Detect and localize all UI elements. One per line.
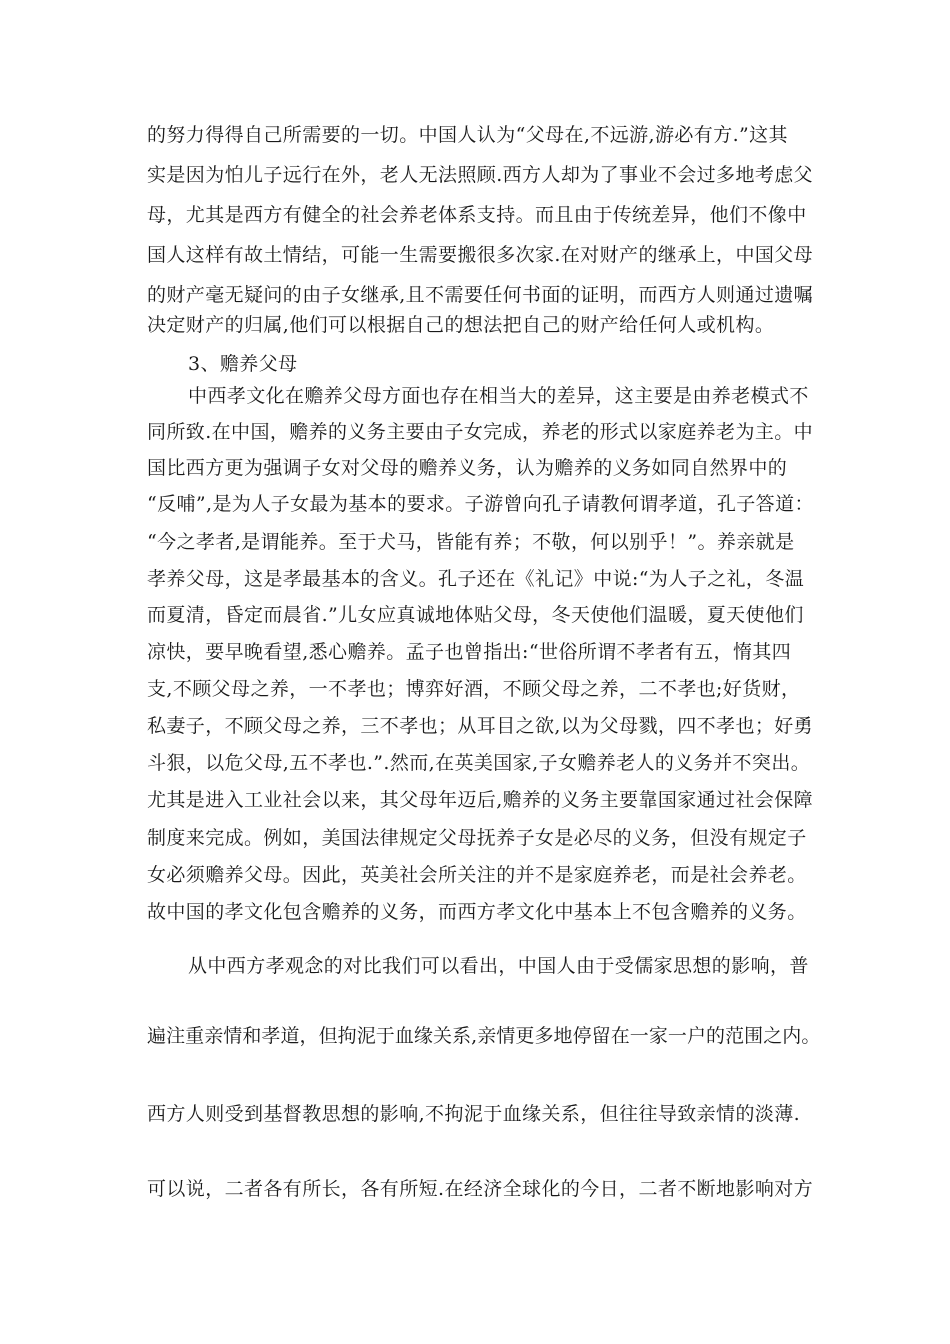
body-text-line: 决定财产的归属,他们可以根据自己的想法把自己的财产给任何人或机构。 bbox=[147, 314, 775, 336]
body-text-line: 可以说，二者各有所长，各有所短.在经济全球化的今日，二者不断地影响对方 bbox=[147, 1178, 814, 1200]
body-text-line: 凉快，要早晚看望,悉心赡养。孟子也曾指出:“世俗所谓不孝者有五，惰其四 bbox=[147, 641, 792, 663]
body-text-line: 的努力得得自己所需要的一切。中国人认为“父母在,不远游,游必有方.”这其 bbox=[147, 124, 788, 146]
body-text-line: 的财产毫无疑问的由子女继承,且不需要任何书面的证明，而西方人则通过遗嘱 bbox=[147, 284, 814, 306]
paragraph-first-line: 从中西方孝观念的对比我们可以看出，中国人由于受儒家思想的影响，普 bbox=[188, 955, 809, 977]
body-text-line: 而夏清，昏定而晨省.”儿女应真诚地体贴父母，冬天使他们温暖，夏天使他们 bbox=[147, 604, 804, 626]
body-text-line: 实是因为怕儿子远行在外，老人无法照顾.西方人却为了事业不会过多地考虑父 bbox=[147, 164, 814, 186]
body-text-line: 支,不顾父母之养，一不孝也；博弈好酒，不顾父母之养，二不孝也;好货财， bbox=[147, 678, 801, 700]
body-text-line: 遍注重亲情和孝道，但拘泥于血缘关系,亲情更多地停留在一家一户的范围之内。 bbox=[147, 1025, 821, 1047]
body-text-line: 国人这样有故土情结，可能一生需要搬很多次家.在对财产的继承上，中国父母 bbox=[147, 244, 814, 266]
body-text-line: 斗狠，以危父母,五不孝也.”.然而,在英美国家,子女赡养老人的义务并不突出。 bbox=[147, 752, 811, 774]
body-text-line: 孝养父母，这是孝最基本的含义。孔子还在《礼记》中说:“为人子之礼，冬温 bbox=[147, 568, 805, 590]
body-text-line: “反哺”,是为人子女最为基本的要求。子游曾向孔子请教何谓孝道，孔子答道： bbox=[147, 493, 814, 515]
body-text-line: 西方人则受到基督教思想的影响,不拘泥于血缘关系，但往往导致亲情的淡薄. bbox=[147, 1103, 801, 1125]
body-text-line: 女必须赡养父母。因此，英美社会所关注的并不是家庭养老，而是社会养老。 bbox=[147, 864, 807, 886]
body-text-line: 母，尤其是西方有健全的社会养老体系支持。而且由于传统差异，他们不像中 bbox=[147, 204, 807, 226]
body-text-line: 国比西方更为强调子女对父母的赡养义务，认为赡养的义务如同自然界中的 bbox=[147, 457, 788, 479]
body-text-line: 私妻子，不顾父母之养，三不孝也；从耳目之欲,以为父母戮，四不孝也；好勇 bbox=[147, 715, 814, 737]
body-text-line: 同所致.在中国，赡养的义务主要由子女完成，养老的形式以家庭养老为主。中 bbox=[147, 421, 814, 443]
body-text-line: “今之孝者,是谓能养。至于犬马，皆能有养；不敬，何以别乎！”。养亲就是 bbox=[147, 531, 795, 553]
body-text-line: 故中国的孝文化包含赡养的义务，而西方孝文化中基本上不包含赡养的义务。 bbox=[147, 901, 807, 923]
body-text-line: 尤其是进入工业社会以来，其父母年迈后,赡养的义务主要靠国家通过社会保障 bbox=[147, 789, 814, 811]
paragraph-first-line: 中西孝文化在赡养父母方面也存在相当大的差异，这主要是由养老模式不 bbox=[188, 385, 809, 407]
section-heading: 3、赡养父母 bbox=[188, 353, 298, 375]
body-text-line: 制度来完成。例如，美国法律规定父母抚养子女是必尽的义务，但没有规定子 bbox=[147, 827, 807, 849]
